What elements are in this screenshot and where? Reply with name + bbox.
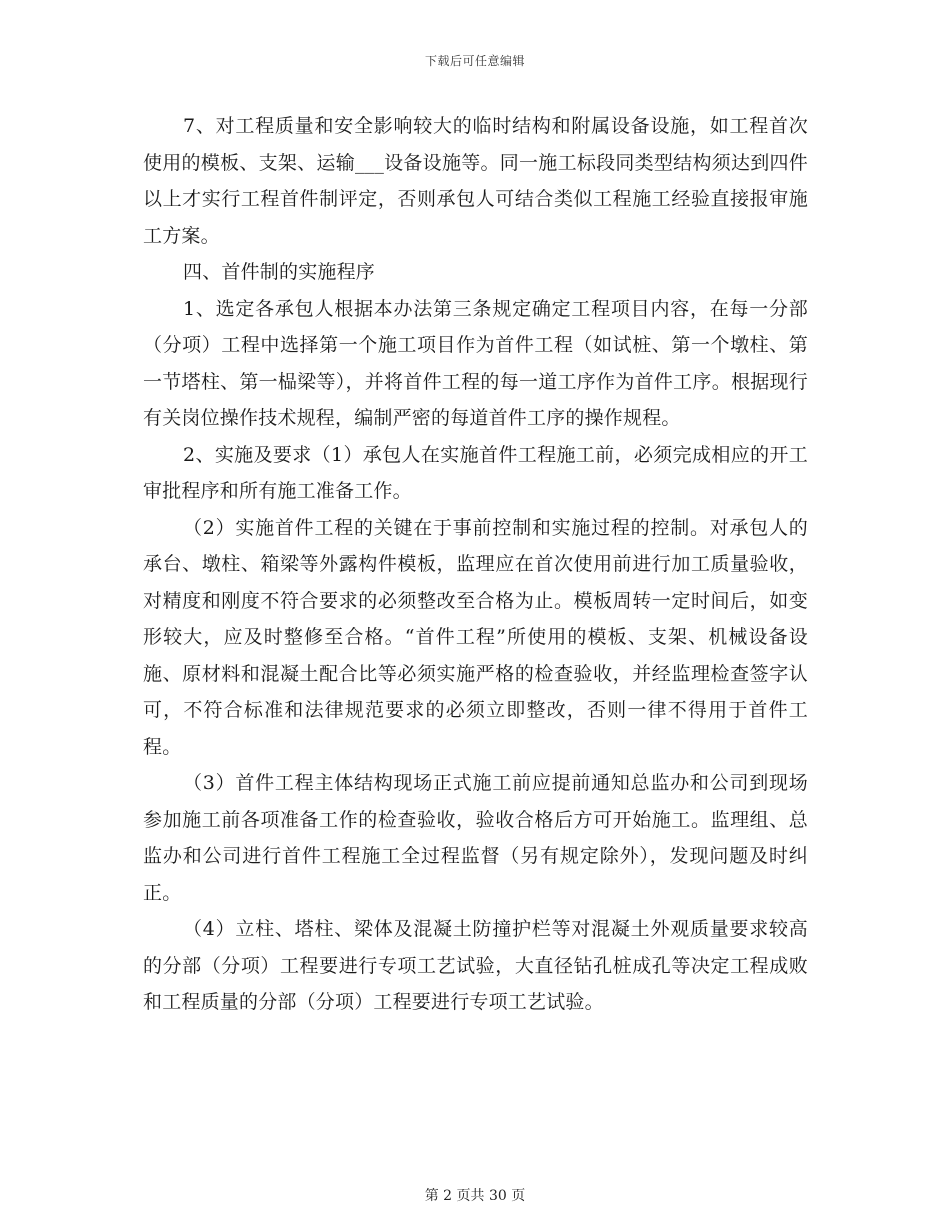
document-body xyxy=(143,108,808,1021)
paragraph-selection: 1、选定各承包人根据本办法第三条规定确定工程项目内容，在每一分部（分项）工程中选择第一个施工项目作为首件工程（如试桩、第一个墩柱、第一节塔柱、第一榀梁等），并将首件工程的每一道工序作为首件工序。根据现行有关岗位操作技术规程，编制严密的每道首件工序的操作规程。 xyxy=(143,297,808,429)
page-footer: 第 2 页共 30 页 xyxy=(424,1188,526,1204)
paragraph-requirements-2: （2）实施首件工程的关键在于事前控制和实施过程的控制。对承包人的承台、墩柱、箱梁等外露构件模板，监理应在首次使用前进行加工质量验收，对精度和刚度不符合要求的必须整改至合格为止。模板周转一定时间后，如变形较大，应及时整修至合格。“首件工程”所使用的模板、支架、机械设备设施、原材料和混凝土配合比等必须实施严格的检查验收，并经监理检查签字认可，不符合标准和法律规范要求的必须立即整改，否则一律不得用于首件工程。 xyxy=(143,516,808,758)
paragraph-requirements-1: 2、实施及要求（1）承包人在实施首件工程施工前，必须完成相应的开工审批程序和所有施工准备工作。 xyxy=(143,443,808,502)
section-heading-4: 四、首件制的实施程序 xyxy=(183,261,376,283)
page-header: 下载后可任意编辑 xyxy=(424,54,525,68)
paragraph-requirements-3: （3）首件工程主体结构现场正式施工前应提前通知总监办和公司到现场参加施工前各项准备工作的检查验收，验收合格后方可开始施工。监理组、总监办和公司进行首件工程施工全过程监督（另有规定除外），发现问题及时纠正。 xyxy=(143,772,808,904)
paragraph-item-7: 7、对工程质量和安全影响较大的临时结构和附属设备设施，如工程首次使用的模板、支架、运输___设备设施等。同一施工标段同类型结构须达到四件以上才实行工程首件制评定，否则承包人可结合类似工程施工经验直接报审施工方案。 xyxy=(143,115,808,247)
paragraph-requirements-4: （4）立柱、塔柱、梁体及混凝土防撞护栏等对混凝土外观质量要求较高的分部（分项）工程要进行专项工艺试验，大直径钻孔桩成孔等决定工程成败和工程质量的分部（分项）工程要进行专项工艺试验。 xyxy=(143,918,808,1013)
